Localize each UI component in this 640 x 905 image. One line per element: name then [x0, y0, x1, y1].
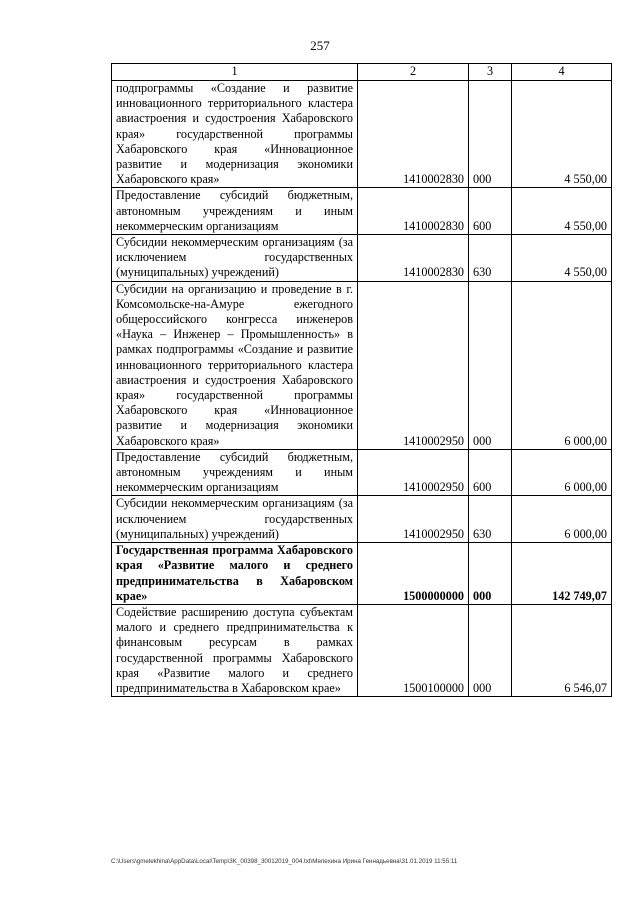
- row-expense-type: 630: [469, 235, 512, 282]
- row-target-code: 1410002830: [358, 81, 469, 188]
- row-description: подпрограммы «Создание и развитие инновационного территориального кластера авиастроения и судостроения Хабаровского края» государственной программы Хабаровского края «Инновационное развитие и модернизация экономики Хабаровского края»: [112, 81, 358, 188]
- table-header-row: [112, 64, 612, 81]
- row-amount: 6 000,00: [512, 281, 612, 449]
- row-expense-type: 000: [469, 543, 512, 605]
- row-target-code: 1410002950: [358, 281, 469, 449]
- row-amount: 142 749,07: [512, 543, 612, 605]
- row-target-code: 1500000000: [358, 543, 469, 605]
- table-row: [112, 235, 612, 282]
- header-col-1: 1: [112, 64, 358, 81]
- row-description: Содействие расширению доступа субъектам малого и среднего предпринимательства к финансовым ресурсам в рамках государственной программы Хабаровского края «Развитие малого и среднего предпринимательства в Хабаровском крае»: [112, 604, 358, 696]
- row-amount: 4 550,00: [512, 235, 612, 282]
- row-expense-type: 600: [469, 449, 512, 496]
- budget-table: [111, 63, 612, 697]
- table-row: [112, 81, 612, 188]
- table-row: [112, 604, 612, 696]
- row-amount: 6 000,00: [512, 449, 612, 496]
- row-target-code: 1410002950: [358, 496, 469, 543]
- row-description: Предоставление субсидий бюджетным, автономным учреждениям и иным некоммерческим организациям: [112, 188, 358, 235]
- row-description: Предоставление субсидий бюджетным, автономным учреждениям и иным некоммерческим организациям: [112, 449, 358, 496]
- row-amount: 4 550,00: [512, 81, 612, 188]
- row-expense-type: 000: [469, 281, 512, 449]
- row-expense-type: 600: [469, 188, 512, 235]
- row-amount: 6 000,00: [512, 496, 612, 543]
- row-description: Субсидии некоммерческим организациям (за исключением государственных (муниципальных) учреждений): [112, 235, 358, 282]
- row-description: Государственная программа Хабаровского края «Развитие малого и среднего предпринимательства в Хабаровском крае»: [112, 543, 358, 605]
- table-row: [112, 543, 612, 605]
- table-row: [112, 281, 612, 449]
- table-row: [112, 449, 612, 496]
- row-target-code: 1410002830: [358, 235, 469, 282]
- row-expense-type: 000: [469, 604, 512, 696]
- row-amount: 6 546,07: [512, 604, 612, 696]
- header-col-2: 2: [358, 64, 469, 81]
- row-description: Субсидии некоммерческим организациям (за исключением государственных (муниципальных) учреждений): [112, 496, 358, 543]
- header-col-4: 4: [512, 64, 612, 81]
- file-path-footer: C:\Users\gmelekhina\AppData\Local\Temp\3K_00398_30012019_004.txt\Мелехина Ирина Геннадьевна\31.01.2019 11:55:11: [111, 858, 458, 865]
- table-row: [112, 188, 612, 235]
- row-expense-type: 000: [469, 81, 512, 188]
- header-col-3: 3: [469, 64, 512, 81]
- row-amount: 4 550,00: [512, 188, 612, 235]
- row-description: Субсидии на организацию и проведение в г. Комсомольске-на-Амуре ежегодного общероссийского конгресса инженеров «Наука – Инженер – Промышленность» в рамках подпрограммы «Создание и развитие инновационного территориального кластера авиастроения и судостроения Хабаровского края» государственной программы Хабаровского края «Инновационное развитие и модернизация экономики Хабаровского края»: [112, 281, 358, 449]
- row-target-code: 1410002830: [358, 188, 469, 235]
- row-expense-type: 630: [469, 496, 512, 543]
- row-target-code: 1500100000: [358, 604, 469, 696]
- page-number: 257: [310, 38, 330, 53]
- row-target-code: 1410002950: [358, 449, 469, 496]
- table-row: [112, 496, 612, 543]
